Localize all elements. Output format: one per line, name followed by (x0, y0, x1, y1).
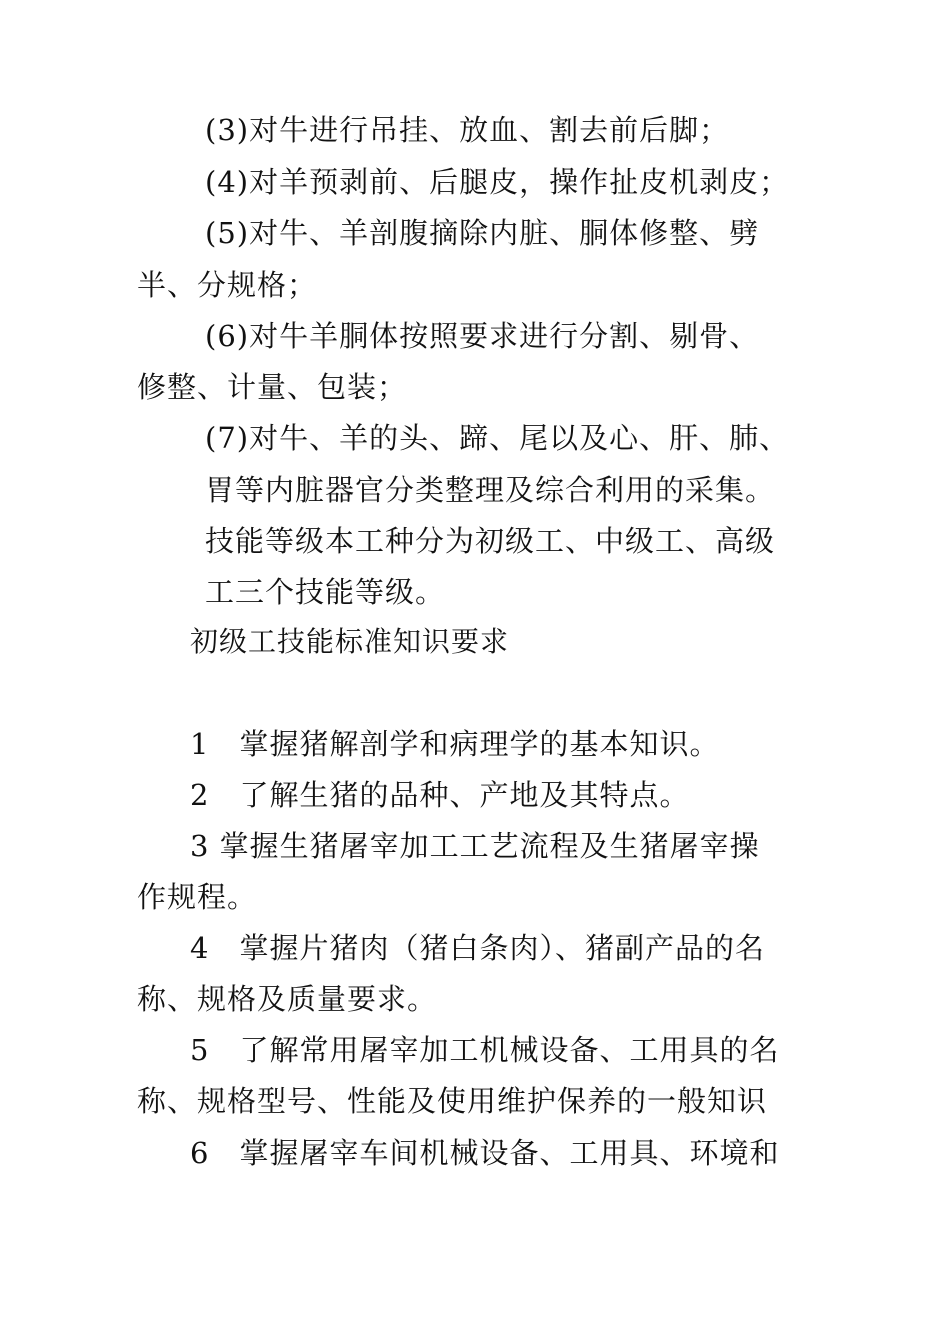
text-line: (6)对牛羊胴体按照要求进行分割、剔骨、 (205, 319, 760, 353)
text-line: (5)对牛、羊剖腹摘除内脏、胴体修整、劈 (205, 216, 760, 250)
text-line: 作规程。 (137, 880, 258, 914)
text-line: 修整、计量、包装； (137, 370, 408, 404)
text-line: 6 掌握屠宰车间机械设备、工用具、环境和 (190, 1136, 780, 1170)
text-line: 3 掌握生猪屠宰加工工艺流程及生猪屠宰操 (190, 829, 760, 863)
text-line: (3)对牛进行吊挂、放血、割去前后脚； (205, 113, 730, 147)
section-heading: 初级工技能标准知识要求 (190, 625, 510, 658)
text-line: 胃等内脏器官分类整理及综合利用的采集。 (205, 473, 776, 507)
text-line: 半、分规格； (137, 268, 318, 302)
text-line: 称、规格型号、性能及使用维护保养的一般知识 (137, 1084, 768, 1118)
text-line: 2 了解生猪的品种、产地及其特点。 (190, 778, 690, 812)
text-line: (4)对羊预剥前、后腿皮，操作扯皮机剥皮； (205, 165, 790, 199)
text-line: 4 掌握片猪肉（猪白条肉）、猪副产品的名 (190, 931, 765, 965)
text-line: (7)对牛、羊的头、蹄、尾以及心、肝、肺、 (205, 421, 790, 455)
text-line: 1 掌握猪解剖学和病理学的基本知识。 (190, 727, 720, 761)
text-line: 技能等级本工种分为初级工、中级工、高级 (205, 524, 776, 558)
text-line: 工三个技能等级。 (205, 575, 446, 609)
text-line: 称、规格及质量要求。 (137, 982, 438, 1016)
text-line: 5 了解常用屠宰加工机械设备、工用具的名 (190, 1033, 780, 1067)
